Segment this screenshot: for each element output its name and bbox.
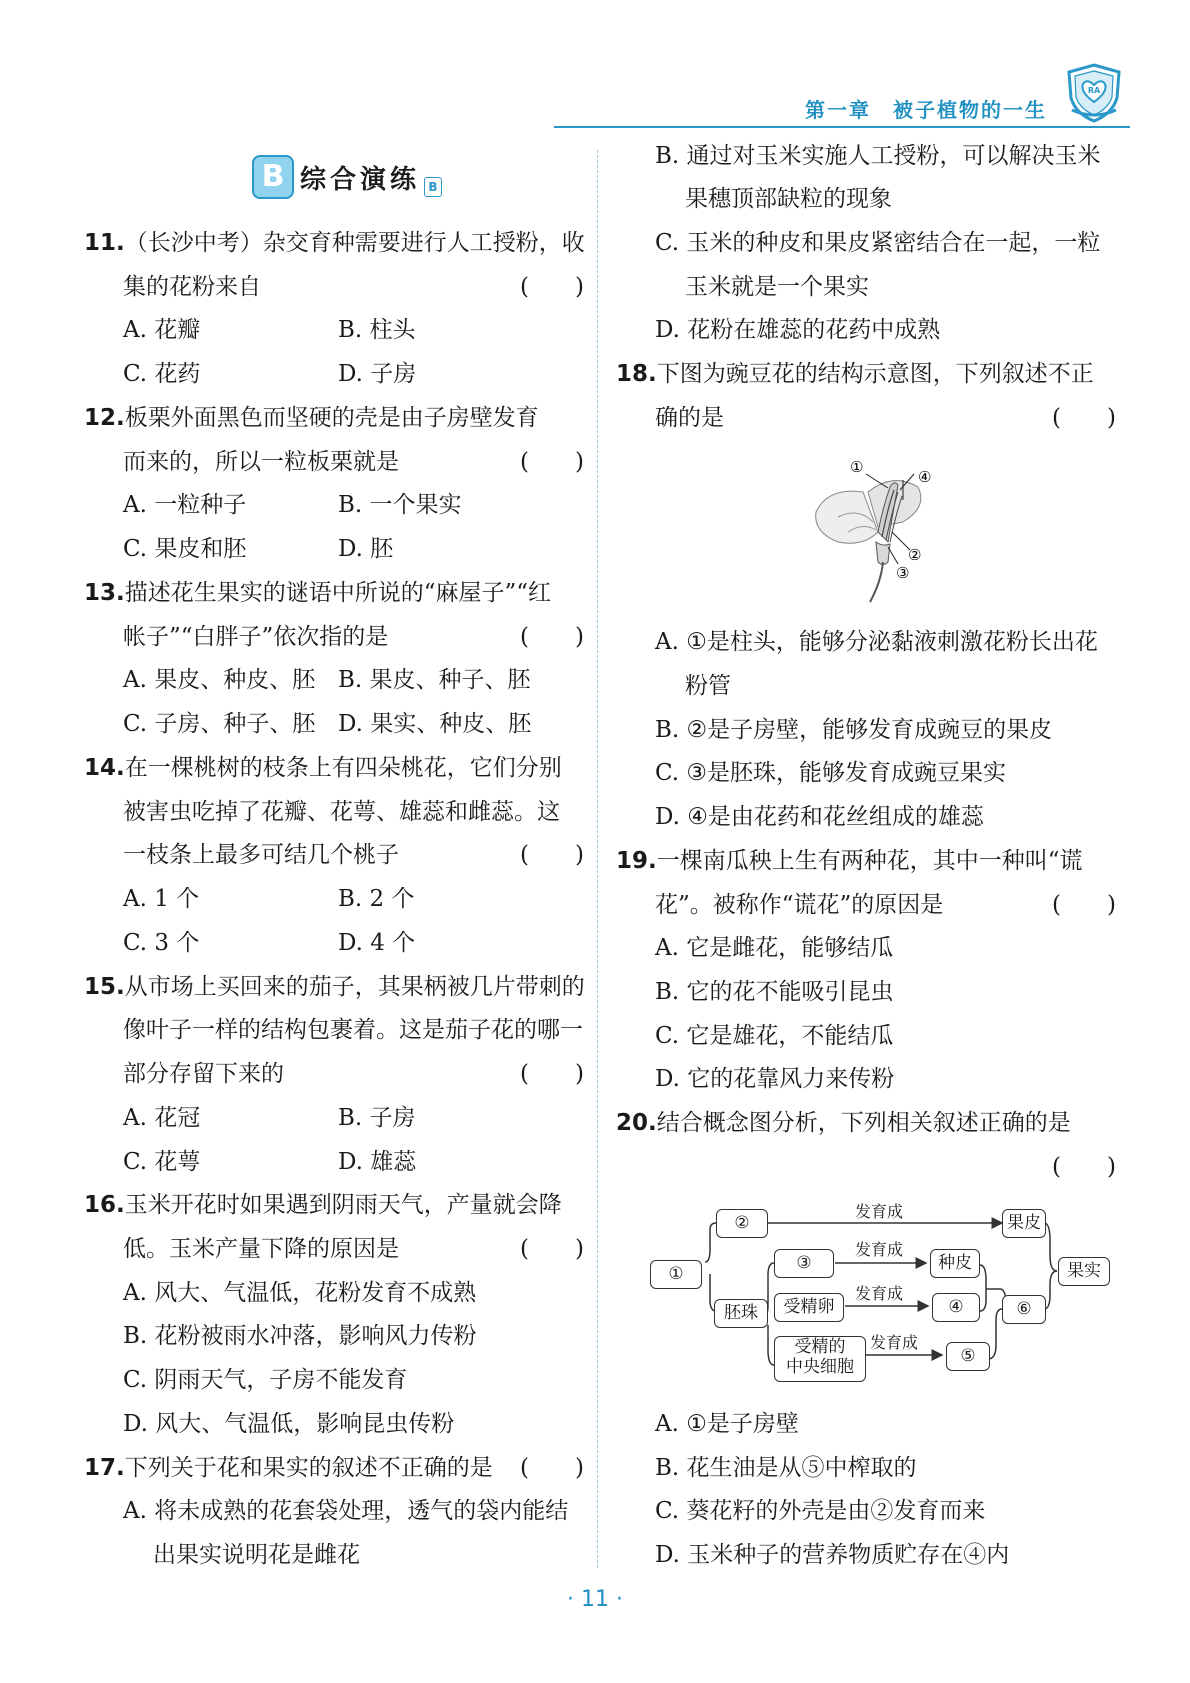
q20-answer-blank[interactable]: ( ) [1052,1154,1116,1180]
arrow-label-4: 发育成 [870,1333,919,1352]
q14-option-b: B. 2 个 [338,886,415,912]
q17-option-b-line2: 果穗顶部缺粒的现象 [685,186,892,212]
q18-line1: 18.下图为豌豆花的结构示意图，下列叙述不正 [616,361,1094,387]
concept-node-1: ① [650,1260,702,1289]
q14-line2: 被害虫吃掉了花瓣、花萼、雄蕊和雌蕊。这 [123,799,560,825]
q12-option-b: B. 一个果实 [338,492,462,518]
q17-answer-blank[interactable]: ( ) [520,1455,584,1481]
q20-option-b: B. 花生油是从⑤中榨取的 [655,1455,917,1481]
q13-number: 13. [84,580,125,606]
concept-node-fruit: 果实 [1058,1257,1110,1286]
central-cell-line1: 受精的 [794,1337,846,1357]
concept-node-2: ② [716,1209,768,1238]
q11-line2: 集的花粉来自 [123,274,261,300]
q16-line2: 低。玉米产量下降的原因是 [123,1236,399,1262]
q20-option-a: A. ①是子房壁 [655,1411,799,1437]
q20-line1: 20.结合概念图分析，下列相关叙述正确的是 [616,1110,1071,1136]
q17-option-c-line1: C. 玉米的种皮和果皮紧密结合在一起，一粒 [655,230,1101,256]
q17-option-c-line2: 玉米就是一个果实 [685,274,869,300]
q15-line3: 部分存留下来的 [123,1061,284,1087]
concept-node-pericarp: 果皮 [1002,1209,1046,1238]
concept-node-fertilized-egg: 受精卵 [774,1293,844,1322]
q19-option-b: B. 它的花不能吸引昆虫 [655,979,894,1005]
q18-answer-blank[interactable]: ( ) [1052,405,1116,431]
q11-option-a: A. 花瓣 [123,317,201,343]
q15-option-c: C. 花萼 [123,1149,201,1175]
q11-option-c: C. 花药 [123,361,201,387]
concept-node-5: ⑤ [946,1342,990,1371]
q15-line2: 像叶子一样的结构包裹着。这是茄子花的哪一 [123,1017,583,1043]
q14-number: 14. [84,755,125,781]
concept-node-6: ⑥ [1002,1295,1046,1324]
q16-answer-blank[interactable]: ( ) [520,1236,584,1262]
q15-line1: 15.从市场上买回来的茄子，其果柄被几片带刺的 [84,974,585,1000]
q11-number: 11. [84,230,125,256]
concept-node-seed-coat: 种皮 [930,1249,980,1278]
q12-option-c: C. 果皮和胚 [123,536,247,562]
arrow-label-2: 发育成 [855,1240,904,1259]
arrow-label-3: 发育成 [855,1284,904,1303]
q18-number: 18. [616,361,657,387]
q17-option-a-line2: 出果实说明花是雌花 [153,1542,360,1568]
arrow-label-1: 发育成 [855,1202,904,1221]
q19-number: 19. [616,848,657,874]
concept-node-central-cell [774,1336,866,1382]
q15-number: 15. [84,974,125,1000]
q11-line1: 11.（长沙中考）杂交育种需要进行人工授粉，收 [84,230,585,256]
q19-line2: 花”。被称作“谎花”的原因是 [655,892,944,918]
fig-label-4: ④ [918,468,932,486]
q14-answer-blank[interactable]: ( ) [520,842,584,868]
q19-answer-blank[interactable]: ( ) [1052,892,1116,918]
fig-label-3: ③ [896,564,910,582]
q13-option-b: B. 果皮、种子、胚 [338,667,531,693]
q16-option-c: C. 阴雨天气，子房不能发育 [123,1367,408,1393]
chapter-header-title: 第一章 被子植物的一生 [805,98,1047,122]
q13-option-a: A. 果皮、种皮、胚 [123,667,316,693]
section-letter: B [252,155,294,199]
fig-label-1: ① [850,458,864,476]
q16-option-b: B. 花粉被雨水冲落，影响风力传粉 [123,1323,477,1349]
q19-option-d: D. 它的花靠风力来传粉 [655,1066,895,1092]
section-title: 综合演练 [300,165,421,195]
q13-line2: 帐子”“白胖子”依次指的是 [123,624,389,650]
q15-option-d: D. 雄蕊 [338,1149,417,1175]
q11-answer-blank[interactable]: ( ) [520,274,584,300]
q18-option-b: B. ②是子房壁，能够发育成豌豆的果皮 [655,717,1053,743]
q14-option-a: A. 1 个 [123,886,200,912]
q11-option-b: B. 柱头 [338,317,416,343]
q17-option-b-line1: B. 通过对玉米实施人工授粉，可以解决玉米 [655,143,1101,169]
q12-option-d: D. 胚 [338,536,394,562]
q14-line1: 14.在一棵桃树的枝条上有四朵桃花，它们分别 [84,755,562,781]
q12-option-a: A. 一粒种子 [123,492,247,518]
q17-option-a-line1: A. 将未成熟的花套袋处理，透气的袋内能结 [123,1498,569,1524]
pea-flower-figure [808,452,958,607]
concept-node-peizhu: 胚珠 [714,1299,768,1328]
q18-option-d: D. ④是由花药和花丝组成的雄蕊 [655,804,984,830]
q19-option-c: C. 它是雄花，不能结瓜 [655,1023,894,1049]
emblem-text: RA [1087,86,1101,95]
q14-line3: 一枝条上最多可结几个桃子 [123,842,399,868]
q12-line2: 而来的，所以一粒板栗就是 [123,449,399,475]
q12-answer-blank[interactable]: ( ) [520,449,584,475]
q13-option-d: D. 果实、种皮、胚 [338,711,532,737]
q16-number: 16. [84,1192,125,1218]
q14-option-d: D. 4 个 [338,930,416,956]
q17-number: 17. [84,1455,125,1481]
q17-option-d: D. 花粉在雄蕊的花药中成熟 [655,317,941,343]
q13-line1: 13.描述花生果实的谜语中所说的“麻屋子”“红 [84,580,552,606]
q18-option-a-line1: A. ①是柱头，能够分泌黏液刺激花粉长出花 [655,629,1098,655]
shield-emblem-icon [1064,62,1124,128]
q16-option-d: D. 风大、气温低，影响昆虫传粉 [123,1411,455,1437]
q15-option-b: B. 子房 [338,1105,416,1131]
concept-node-3: ③ [774,1249,834,1278]
central-cell-line2: 中央细胞 [786,1357,854,1377]
q13-option-c: C. 子房、种子、胚 [123,711,316,737]
q15-answer-blank[interactable]: ( ) [520,1061,584,1087]
q13-answer-blank[interactable]: ( ) [520,624,584,650]
q18-option-a-line2: 粉管 [685,673,731,699]
column-divider [597,150,598,1568]
concept-node-4: ④ [932,1293,980,1322]
fig-label-2: ② [908,546,922,564]
q11-option-d: D. 子房 [338,361,417,387]
q16-line1: 16.玉米开花时如果遇到阴雨天气，产量就会降 [84,1192,562,1218]
q20-number: 20. [616,1110,657,1136]
q14-option-c: C. 3 个 [123,930,200,956]
q16-option-a: A. 风大、气温低，花粉发育不成熟 [123,1280,477,1306]
q15-option-a: A. 花冠 [123,1105,201,1131]
q20-option-c: C. 葵花籽的外壳是由②发育而来 [655,1498,986,1524]
q19-line1: 19.一棵南瓜秧上生有两种花，其中一种叫“谎 [616,848,1083,874]
section-small-letter: B [424,177,442,197]
q20-option-d: D. 玉米种子的营养物质贮存在④内 [655,1542,1010,1568]
q17-line1: 17.下列关于花和果实的叙述不正确的是 [84,1455,493,1481]
q18-option-c: C. ③是胚珠，能够发育成豌豆果实 [655,760,1007,786]
q12-line1: 12.板栗外面黑色而坚硬的壳是由子房壁发育 [84,405,539,431]
header-rule [554,126,1130,128]
q12-number: 12. [84,405,125,431]
section-banner [252,155,442,203]
page-number: · 11 · [567,1587,623,1612]
q18-line2: 确的是 [655,405,724,431]
q19-option-a: A. 它是雌花，能够结瓜 [655,935,894,961]
